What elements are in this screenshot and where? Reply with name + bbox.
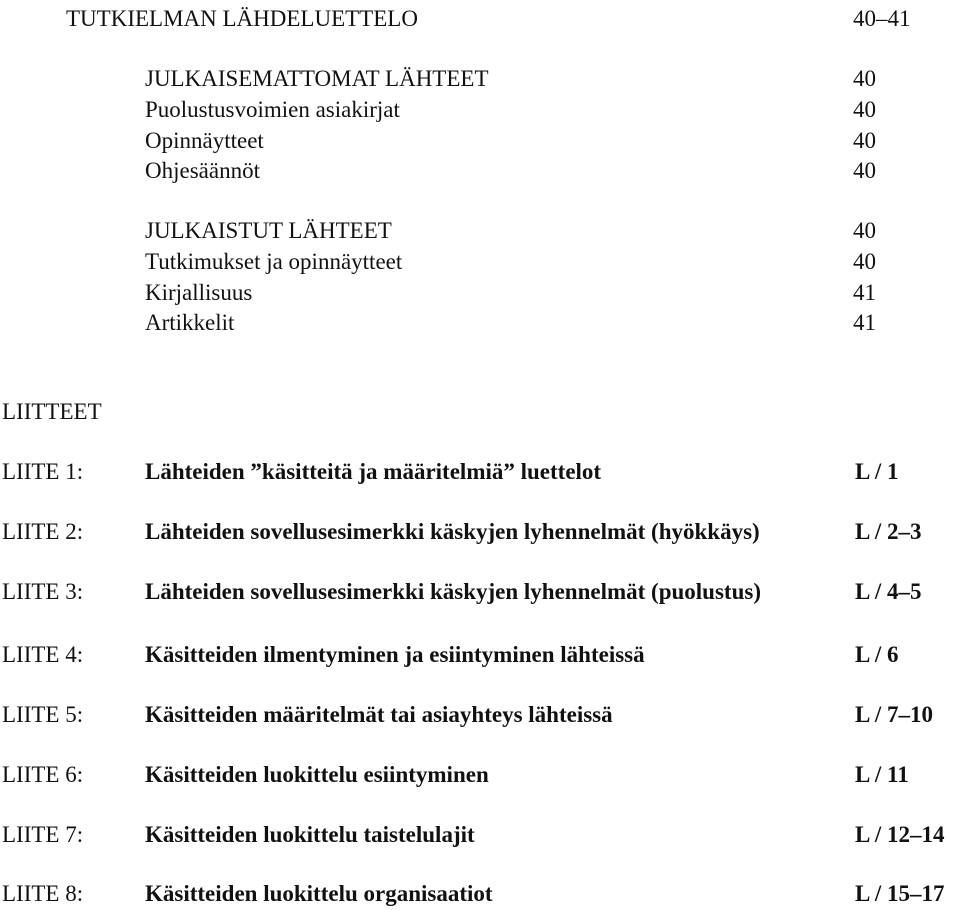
appendix-pages: L / 7–10: [855, 702, 933, 727]
list-item: Opinnäytteet: [145, 128, 264, 153]
appendix-pages: L / 6: [855, 642, 899, 667]
list-item: Artikkelit: [145, 310, 235, 335]
section-heading-published: JULKAISTUT LÄHTEET: [145, 218, 392, 243]
list-item-page: 40: [853, 249, 876, 274]
appendix-title: Käsitteiden luokittelu taistelulajit: [145, 822, 475, 847]
toc-title-pages: 40–41: [853, 6, 911, 31]
appendix-id: LIITE 7:: [2, 822, 84, 847]
toc-title: TUTKIELMAN LÄHDELUETTELO: [66, 6, 418, 31]
appendix-title: Käsitteiden luokittelu organisaatiot: [145, 881, 493, 906]
appendix-pages: L / 12–14: [855, 822, 945, 847]
appendix-id: LIITE 8:: [2, 881, 84, 906]
appendix-title: Lähteiden ”käsitteitä ja määritelmiä” luettelot: [145, 459, 602, 484]
appendix-pages: L / 15–17: [855, 881, 945, 906]
appendix-title: Lähteiden sovellusesimerkki käskyjen lyhennelmät (hyökkäys): [145, 519, 760, 544]
appendix-id: LIITE 4:: [2, 642, 84, 667]
section-heading-published-page: 40: [853, 218, 876, 243]
appendices-heading: LIITTEET: [2, 399, 102, 424]
appendix-id: LIITE 6:: [2, 762, 84, 787]
list-item: Ohjesäännöt: [145, 158, 260, 183]
list-item: Kirjallisuus: [145, 280, 253, 305]
appendix-pages: L / 1: [855, 459, 899, 484]
list-item-page: 41: [853, 310, 876, 335]
appendix-id: LIITE 3:: [2, 579, 84, 604]
appendix-id: LIITE 1:: [2, 459, 84, 484]
list-item: Puolustusvoimien asiakirjat: [145, 97, 400, 122]
section-heading-unpublished: JULKAISEMATTOMAT LÄHTEET: [145, 66, 489, 91]
appendix-id: LIITE 2:: [2, 519, 84, 544]
list-item-page: 40: [853, 128, 876, 153]
appendix-title: Käsitteiden ilmentyminen ja esiintyminen lähteissä: [145, 642, 645, 667]
section-heading-unpublished-page: 40: [853, 66, 876, 91]
list-item-page: 41: [853, 280, 876, 305]
list-item-page: 40: [853, 97, 876, 122]
list-item-page: 40: [853, 158, 876, 183]
appendix-pages: L / 2–3: [855, 519, 922, 544]
list-item: Tutkimukset ja opinnäytteet: [145, 249, 403, 274]
appendix-pages: L / 4–5: [855, 579, 922, 604]
appendix-pages: L / 11: [855, 762, 909, 787]
appendix-title: Käsitteiden luokittelu esiintyminen: [145, 762, 489, 787]
appendix-title: Lähteiden sovellusesimerkki käskyjen lyhennelmät (puolustus): [145, 579, 761, 604]
appendix-id: LIITE 5:: [2, 702, 84, 727]
appendix-title: Käsitteiden määritelmät tai asiayhteys lähteissä: [145, 702, 613, 727]
